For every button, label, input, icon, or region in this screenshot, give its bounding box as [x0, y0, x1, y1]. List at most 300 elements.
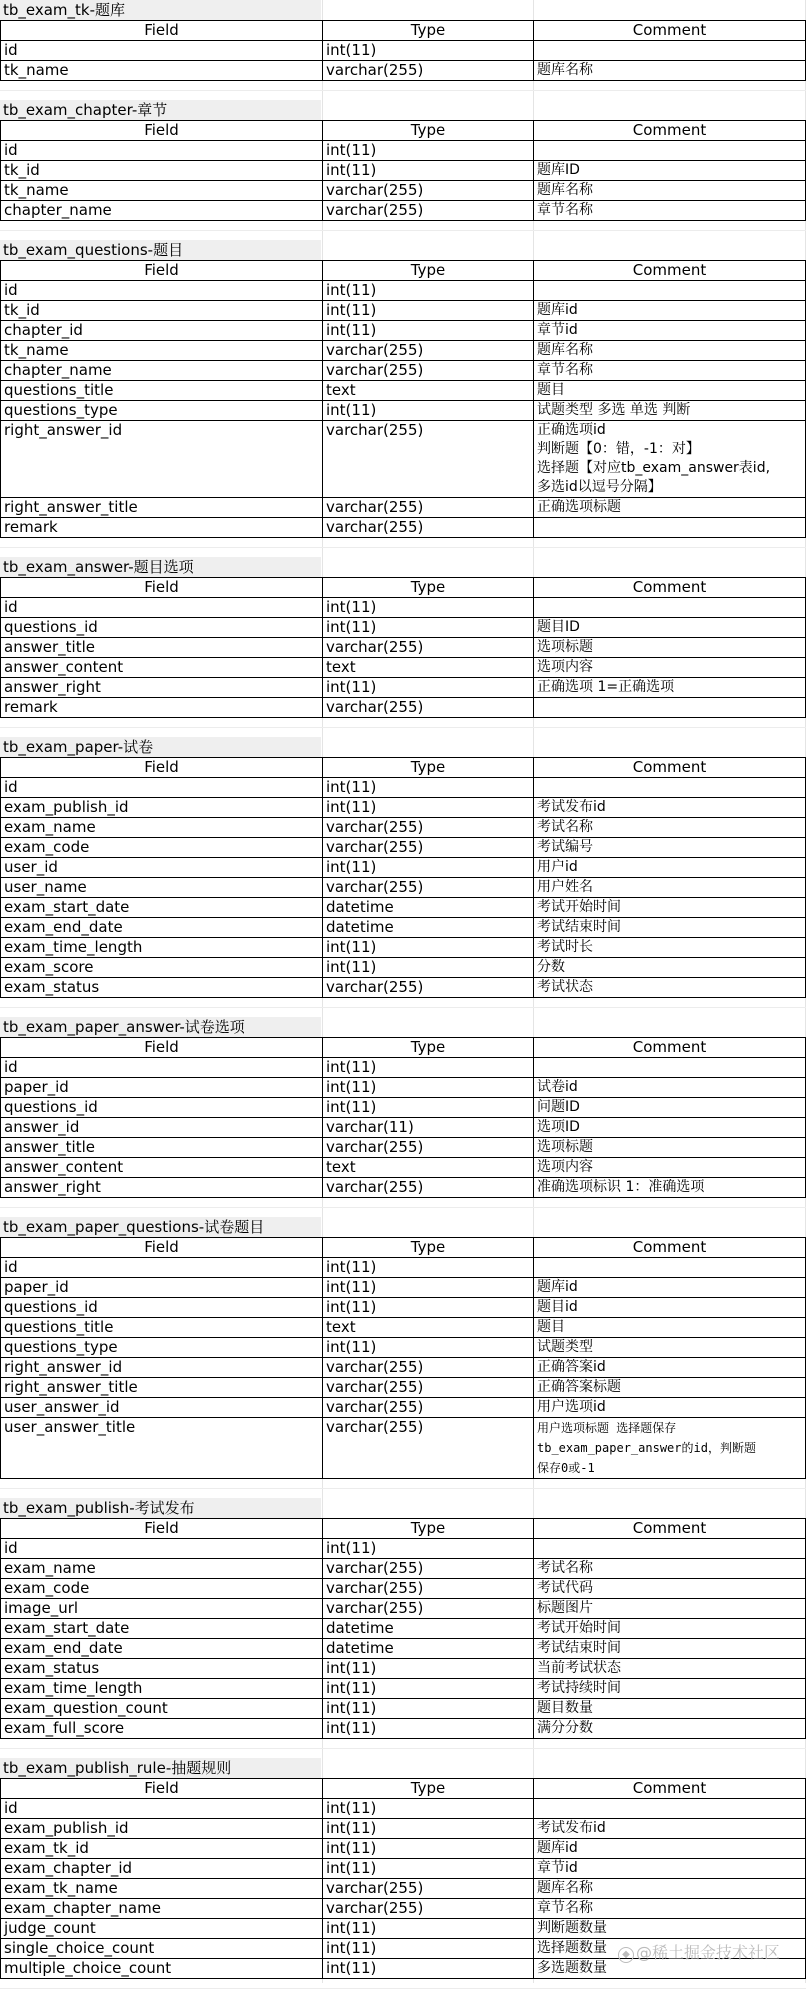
comment-cell: 考试名称: [534, 1559, 806, 1579]
column-header-comment: Comment: [534, 578, 806, 598]
table-title: tb_exam_paper_answer-试卷选项: [0, 1017, 321, 1037]
field-cell: user_id: [1, 858, 323, 878]
type-cell: int(11): [323, 1679, 534, 1699]
column-header-comment: Comment: [534, 1779, 806, 1799]
type-cell: varchar(255): [323, 1599, 534, 1619]
field-cell: questions_type: [1, 1338, 323, 1358]
table-row: [1, 1318, 806, 1338]
field-cell: exam_tk_name: [1, 1879, 323, 1899]
table-row: [1, 361, 806, 381]
column-header-type: Type: [323, 1238, 534, 1258]
comment-cell: 题目ID: [534, 618, 806, 638]
comment-cell: 选项内容: [534, 1158, 806, 1178]
header-row: [1, 1779, 806, 1799]
comment-cell: 正确答案id: [534, 1358, 806, 1378]
type-cell: varchar(255): [323, 1899, 534, 1919]
table-row: [1, 1418, 806, 1479]
type-cell: varchar(255): [323, 1358, 534, 1378]
table-row: [1, 598, 806, 618]
comment-cell: 试题类型 多选 单选 判断: [534, 401, 806, 421]
comment-cell: 满分分数: [534, 1719, 806, 1739]
field-cell: exam_tk_id: [1, 1839, 323, 1859]
table-row: [1, 61, 806, 81]
table-row: [1, 421, 806, 498]
type-cell: datetime: [323, 898, 534, 918]
table-row: [1, 1178, 806, 1198]
field-cell: exam_code: [1, 838, 323, 858]
table-row: [1, 141, 806, 161]
column-header-type: Type: [323, 1038, 534, 1058]
field-cell: chapter_id: [1, 321, 323, 341]
comment-cell: 考试编号: [534, 838, 806, 858]
type-cell: int(11): [323, 1959, 534, 1979]
comment-cell: 选项内容: [534, 658, 806, 678]
comment-cell: 正确选项标题: [534, 498, 806, 518]
table-row: [1, 401, 806, 421]
table-row: [1, 1338, 806, 1358]
field-cell: id: [1, 281, 323, 301]
header-row: [1, 1238, 806, 1258]
table-title: tb_exam_answer-题目选项: [0, 557, 321, 577]
field-cell: exam_question_count: [1, 1699, 323, 1719]
table-row: [1, 898, 806, 918]
comment-cell: [534, 1258, 806, 1278]
schema-table: [0, 260, 806, 538]
table-row: [1, 1839, 806, 1859]
comment-cell: 题库id: [534, 1839, 806, 1859]
table-row: [1, 1298, 806, 1318]
table-row: [1, 638, 806, 658]
field-cell: id: [1, 1539, 323, 1559]
column-header-field: Field: [1, 1238, 323, 1258]
header-row: [1, 261, 806, 281]
type-cell: int(11): [323, 1859, 534, 1879]
table-row: [1, 1358, 806, 1378]
field-cell: id: [1, 1258, 323, 1278]
comment-cell: 章节名称: [534, 361, 806, 381]
table-row: [1, 1559, 806, 1579]
field-cell: tk_name: [1, 341, 323, 361]
comment-cell: [534, 41, 806, 61]
type-cell: int(11): [323, 778, 534, 798]
field-cell: tk_id: [1, 301, 323, 321]
type-cell: int(11): [323, 1298, 534, 1318]
comment-cell: [534, 281, 806, 301]
field-cell: user_name: [1, 878, 323, 898]
schema-table: [0, 120, 806, 221]
comment-cell: 章节名称: [534, 1899, 806, 1919]
type-cell: int(11): [323, 41, 534, 61]
field-cell: multiple_choice_count: [1, 1959, 323, 1979]
table-title: tb_exam_paper-试卷: [0, 737, 321, 757]
type-cell: int(11): [323, 301, 534, 321]
field-cell: exam_publish_id: [1, 1819, 323, 1839]
type-cell: int(11): [323, 1078, 534, 1098]
table-row: [1, 1619, 806, 1639]
column-header-comment: Comment: [534, 1519, 806, 1539]
field-cell: user_answer_title: [1, 1418, 323, 1479]
field-cell: chapter_name: [1, 361, 323, 381]
watermark: [618, 1940, 780, 1963]
header-row: [1, 758, 806, 778]
type-cell: varchar(255): [323, 421, 534, 498]
field-cell: right_answer_id: [1, 1358, 323, 1378]
comment-cell: 题库id: [534, 301, 806, 321]
field-cell: exam_time_length: [1, 938, 323, 958]
field-cell: answer_right: [1, 678, 323, 698]
field-cell: id: [1, 1058, 323, 1078]
column-header-type: Type: [323, 578, 534, 598]
comment-cell: [534, 778, 806, 798]
column-header-comment: Comment: [534, 21, 806, 41]
table-row: [1, 1599, 806, 1619]
column-header-type: Type: [323, 21, 534, 41]
table-row: [1, 1058, 806, 1078]
table-row: [1, 1799, 806, 1819]
field-cell: exam_code: [1, 1579, 323, 1599]
schema-table: [0, 757, 806, 998]
type-cell: varchar(255): [323, 61, 534, 81]
column-header-comment: Comment: [534, 758, 806, 778]
table-row: [1, 498, 806, 518]
comment-cell: 准确选项标识 1：准确选项: [534, 1178, 806, 1198]
type-cell: int(11): [323, 161, 534, 181]
table-row: [1, 1158, 806, 1178]
field-cell: paper_id: [1, 1278, 323, 1298]
header-row: [1, 21, 806, 41]
table-title: tb_exam_tk-题库: [0, 0, 321, 20]
field-cell: id: [1, 598, 323, 618]
type-cell: varchar(255): [323, 341, 534, 361]
comment-cell: 正确选项id 判断题【0：错，-1：对】 选择题【对应tb_exam_answer表id, 多选id以逗号分隔】: [534, 421, 806, 498]
type-cell: int(11): [323, 1699, 534, 1719]
column-header-field: Field: [1, 1779, 323, 1799]
field-cell: exam_start_date: [1, 898, 323, 918]
comment-cell: 考试代码: [534, 1579, 806, 1599]
table-row: [1, 1138, 806, 1158]
table-row: [1, 161, 806, 181]
field-cell: answer_content: [1, 658, 323, 678]
comment-cell: 考试发布id: [534, 1819, 806, 1839]
comment-cell: 考试时长: [534, 938, 806, 958]
comment-cell: [534, 518, 806, 538]
comment-cell: 多选题数量: [534, 1959, 806, 1979]
table-row: [1, 778, 806, 798]
table-row: [1, 1639, 806, 1659]
comment-cell: 题目: [534, 381, 806, 401]
field-cell: exam_chapter_id: [1, 1859, 323, 1879]
type-cell: varchar(255): [323, 878, 534, 898]
column-header-comment: Comment: [534, 261, 806, 281]
field-cell: answer_id: [1, 1118, 323, 1138]
comment-cell: 选项标题: [534, 638, 806, 658]
type-cell: int(11): [323, 1098, 534, 1118]
column-header-type: Type: [323, 1519, 534, 1539]
schema-table: [0, 1237, 806, 1479]
table-row: [1, 181, 806, 201]
watermark-text: @稀土掘金技术社区: [635, 1943, 780, 1962]
column-header-comment: Comment: [534, 1038, 806, 1058]
comment-cell: 选项ID: [534, 1118, 806, 1138]
field-cell: exam_name: [1, 1559, 323, 1579]
table-row: [1, 518, 806, 538]
schema-table: [0, 1518, 806, 1739]
column-header-type: Type: [323, 261, 534, 281]
comment-cell: 题库id: [534, 1278, 806, 1298]
juejin-badge-icon: ◆: [618, 1947, 634, 1963]
field-cell: exam_time_length: [1, 1679, 323, 1699]
table-row: [1, 958, 806, 978]
type-cell: int(11): [323, 798, 534, 818]
field-cell: questions_id: [1, 1298, 323, 1318]
comment-cell: 题目: [534, 1318, 806, 1338]
type-cell: text: [323, 381, 534, 401]
type-cell: text: [323, 658, 534, 678]
column-header-type: Type: [323, 121, 534, 141]
type-cell: varchar(255): [323, 638, 534, 658]
comment-cell: 考试名称: [534, 818, 806, 838]
comment-cell: 标题图片: [534, 1599, 806, 1619]
comment-cell: 题库ID: [534, 161, 806, 181]
table-row: [1, 1278, 806, 1298]
type-cell: text: [323, 1318, 534, 1338]
field-cell: exam_full_score: [1, 1719, 323, 1739]
field-cell: tk_name: [1, 181, 323, 201]
field-cell: tk_name: [1, 61, 323, 81]
field-cell: chapter_name: [1, 201, 323, 221]
table-row: [1, 918, 806, 938]
type-cell: varchar(255): [323, 201, 534, 221]
comment-cell: 试题类型: [534, 1338, 806, 1358]
table-row: [1, 1659, 806, 1679]
type-cell: varchar(11): [323, 1118, 534, 1138]
schema-table: [0, 1037, 806, 1198]
comment-cell: 考试结束时间: [534, 918, 806, 938]
type-cell: varchar(255): [323, 361, 534, 381]
field-cell: id: [1, 141, 323, 161]
table-row: [1, 678, 806, 698]
type-cell: int(11): [323, 1939, 534, 1959]
schema-table: [0, 20, 806, 81]
type-cell: varchar(255): [323, 838, 534, 858]
column-header-comment: Comment: [534, 121, 806, 141]
type-cell: varchar(255): [323, 818, 534, 838]
comment-cell: 试卷id: [534, 1078, 806, 1098]
table-title: tb_exam_questions-题目: [0, 240, 321, 260]
field-cell: tk_id: [1, 161, 323, 181]
table-row: [1, 1879, 806, 1899]
table-row: [1, 1699, 806, 1719]
field-cell: exam_name: [1, 818, 323, 838]
comment-cell: 用户id: [534, 858, 806, 878]
type-cell: int(11): [323, 1278, 534, 1298]
type-cell: varchar(255): [323, 1178, 534, 1198]
comment-cell: [534, 141, 806, 161]
type-cell: int(11): [323, 1659, 534, 1679]
field-cell: questions_title: [1, 1318, 323, 1338]
comment-cell: 用户选项标题 选择题保存 tb_exam_paper_answer的id，判断题 保存0或-1: [534, 1418, 806, 1479]
comment-cell: 章节id: [534, 321, 806, 341]
field-cell: answer_right: [1, 1178, 323, 1198]
comment-cell: 题库名称: [534, 61, 806, 81]
table-title: tb_exam_paper_questions-试卷题目: [0, 1217, 321, 1237]
type-cell: int(11): [323, 678, 534, 698]
comment-cell: 章节id: [534, 1859, 806, 1879]
comment-cell: 考试结束时间: [534, 1639, 806, 1659]
comment-cell: 章节名称: [534, 201, 806, 221]
table-row: [1, 698, 806, 718]
table-row: [1, 381, 806, 401]
field-cell: right_answer_id: [1, 421, 323, 498]
table-row: [1, 618, 806, 638]
comment-cell: [534, 1539, 806, 1559]
comment-cell: [534, 1058, 806, 1078]
type-cell: int(11): [323, 1919, 534, 1939]
table-row: [1, 1719, 806, 1739]
table-title: tb_exam_chapter-章节: [0, 100, 321, 120]
table-title: tb_exam_publish_rule-抽题规则: [0, 1758, 321, 1778]
table-row: [1, 1819, 806, 1839]
comment-cell: 考试发布id: [534, 798, 806, 818]
header-row: [1, 121, 806, 141]
comment-cell: [534, 1799, 806, 1819]
field-cell: exam_end_date: [1, 1639, 323, 1659]
column-header-comment: Comment: [534, 1238, 806, 1258]
table-row: [1, 1899, 806, 1919]
column-header-field: Field: [1, 261, 323, 281]
table-row: [1, 1539, 806, 1559]
table-row: [1, 201, 806, 221]
header-row: [1, 1519, 806, 1539]
type-cell: varchar(255): [323, 978, 534, 998]
field-cell: remark: [1, 518, 323, 538]
comment-cell: 分数: [534, 958, 806, 978]
type-cell: datetime: [323, 918, 534, 938]
type-cell: int(11): [323, 618, 534, 638]
comment-cell: 问题ID: [534, 1098, 806, 1118]
type-cell: int(11): [323, 1539, 534, 1559]
table-row: [1, 878, 806, 898]
comment-cell: 题库名称: [534, 341, 806, 361]
comment-cell: 题目数量: [534, 1699, 806, 1719]
header-row: [1, 578, 806, 598]
table-row: [1, 41, 806, 61]
comment-cell: 选项标题: [534, 1138, 806, 1158]
field-cell: id: [1, 41, 323, 61]
comment-cell: 选择题数量: [534, 1939, 806, 1959]
table-row: [1, 1078, 806, 1098]
type-cell: int(11): [323, 858, 534, 878]
column-header-field: Field: [1, 21, 323, 41]
table-row: [1, 798, 806, 818]
field-cell: exam_publish_id: [1, 798, 323, 818]
comment-cell: 题库名称: [534, 1879, 806, 1899]
schema-table: [0, 577, 806, 718]
type-cell: int(11): [323, 1719, 534, 1739]
type-cell: int(11): [323, 958, 534, 978]
table-row: [1, 978, 806, 998]
table-row: [1, 1859, 806, 1879]
column-header-field: Field: [1, 578, 323, 598]
table-row: [1, 658, 806, 678]
column-header-field: Field: [1, 1038, 323, 1058]
type-cell: varchar(255): [323, 1398, 534, 1418]
field-cell: answer_title: [1, 1138, 323, 1158]
table-row: [1, 1098, 806, 1118]
type-cell: int(11): [323, 1058, 534, 1078]
field-cell: questions_title: [1, 381, 323, 401]
field-cell: exam_status: [1, 978, 323, 998]
comment-cell: 正确答案标题: [534, 1378, 806, 1398]
type-cell: varchar(255): [323, 1879, 534, 1899]
comment-cell: 用户选项id: [534, 1398, 806, 1418]
column-header-type: Type: [323, 1779, 534, 1799]
field-cell: id: [1, 1799, 323, 1819]
field-cell: answer_title: [1, 638, 323, 658]
field-cell: image_url: [1, 1599, 323, 1619]
table-row: [1, 858, 806, 878]
table-row: [1, 1378, 806, 1398]
type-cell: int(11): [323, 598, 534, 618]
comment-cell: 考试开始时间: [534, 1619, 806, 1639]
type-cell: varchar(255): [323, 1559, 534, 1579]
field-cell: id: [1, 778, 323, 798]
type-cell: varchar(255): [323, 1418, 534, 1479]
comment-cell: 题目id: [534, 1298, 806, 1318]
table-row: [1, 301, 806, 321]
type-cell: varchar(255): [323, 518, 534, 538]
field-cell: questions_id: [1, 1098, 323, 1118]
field-cell: exam_score: [1, 958, 323, 978]
table-row: [1, 1258, 806, 1278]
field-cell: questions_id: [1, 618, 323, 638]
table-row: [1, 938, 806, 958]
table-row: [1, 1919, 806, 1939]
column-header-type: Type: [323, 758, 534, 778]
type-cell: int(11): [323, 1799, 534, 1819]
type-cell: varchar(255): [323, 498, 534, 518]
type-cell: datetime: [323, 1639, 534, 1659]
table-row: [1, 341, 806, 361]
type-cell: int(11): [323, 401, 534, 421]
type-cell: varchar(255): [323, 181, 534, 201]
field-cell: exam_end_date: [1, 918, 323, 938]
type-cell: int(11): [323, 1819, 534, 1839]
type-cell: datetime: [323, 1619, 534, 1639]
field-cell: paper_id: [1, 1078, 323, 1098]
comment-cell: 考试持续时间: [534, 1679, 806, 1699]
comment-cell: 考试状态: [534, 978, 806, 998]
field-cell: right_answer_title: [1, 498, 323, 518]
comment-cell: [534, 698, 806, 718]
type-cell: int(11): [323, 321, 534, 341]
type-cell: varchar(255): [323, 1579, 534, 1599]
column-header-field: Field: [1, 121, 323, 141]
comment-cell: 正确选项 1=正确选项: [534, 678, 806, 698]
column-header-field: Field: [1, 758, 323, 778]
type-cell: int(11): [323, 281, 534, 301]
type-cell: int(11): [323, 1839, 534, 1859]
table-row: [1, 1118, 806, 1138]
field-cell: questions_type: [1, 401, 323, 421]
type-cell: varchar(255): [323, 1138, 534, 1158]
table-row: [1, 1398, 806, 1418]
field-cell: judge_count: [1, 1919, 323, 1939]
table-row: [1, 1579, 806, 1599]
type-cell: int(11): [323, 938, 534, 958]
table-row: [1, 838, 806, 858]
comment-cell: 题库名称: [534, 181, 806, 201]
